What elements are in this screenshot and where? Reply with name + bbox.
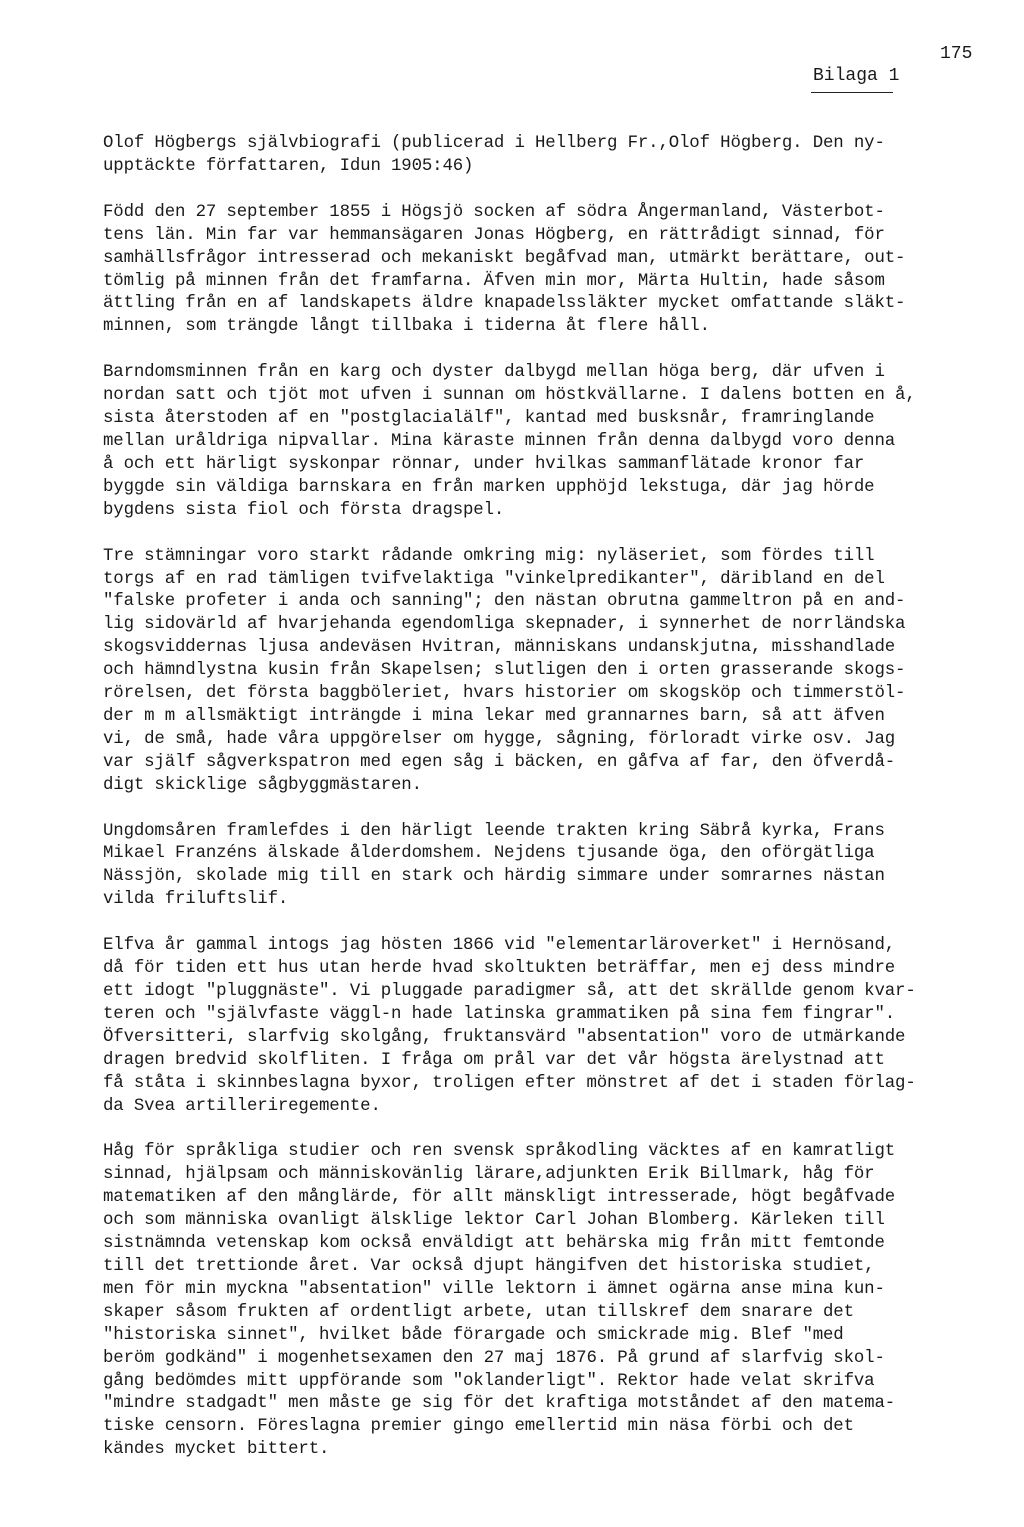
text-line: minnen, som trängde långt tillbaka i tiderna åt flere håll. <box>103 317 710 337</box>
body-text <box>103 133 983 1485</box>
text-line: kändes mycket bittert. <box>103 1440 330 1460</box>
paragraph <box>103 202 983 339</box>
paragraph <box>103 133 983 179</box>
text-line: tens län. Min far var hemmansägaren Jonas Högberg, en rättrådigt sinnad, för <box>103 225 885 245</box>
paragraph <box>103 935 983 1118</box>
text-line: der m m allsmäktigt inträngde i mina lekar med grannarnes barn, så att äfven <box>103 706 885 726</box>
text-line: "falske profeter i anda och sanning"; den nästan obrutna gammeltron på en and- <box>103 592 906 612</box>
text-line: Öfversitteri, slarfvig skolgång, fruktansvärd "absentation" voro de utmärkande <box>103 1027 906 1047</box>
text-line: bygdens sista fiol och första dragspel. <box>103 500 505 520</box>
text-line: digt skicklige sågbyggmästaren. <box>103 775 422 795</box>
text-line: sista återstoden af en "postglacialälf", kantad med busksnår, framringlande <box>103 409 875 429</box>
text-line: ättling från en af landskapets äldre knapadelssläkter mycket omfattande släkt- <box>103 294 906 314</box>
text-line: Tre stämningar voro starkt rådande omkring mig: nyläseriet, som fördes till <box>103 546 875 566</box>
text-line: Barndomsminnen från en karg och dyster dalbygd mellan höga berg, där ufven i <box>103 363 885 383</box>
text-line: upptäckte författaren, Idun 1905:46) <box>103 156 474 176</box>
text-line: tömlig på minnen från det framfarna. Äfven min mor, Märta Hultin, hade såsom <box>103 271 885 291</box>
text-line: men för min myckna "absentation" ville lektorn i ämnet ogärna anse mina kun- <box>103 1279 885 1299</box>
text-line: var själf sågverkspatron med egen såg i bäcken, en gåfva af far, den öfverdå- <box>103 752 896 772</box>
text-line: då för tiden ett hus utan herde hvad skoltukten beträffar, men ej dess mindre <box>103 959 896 979</box>
text-line: vilda friluftslif. <box>103 890 289 910</box>
text-line: rörelsen, det första baggböleriet, hvars historier om skogsköp och timmerstöl- <box>103 684 906 704</box>
text-line: samhällsfrågor intresserad och mekaniskt begåfvad man, utmärkt berättare, out- <box>103 248 906 268</box>
text-line: och hämndlystna kusin från Skapelsen; slutligen den i orten grasserande skogs- <box>103 661 906 681</box>
text-line: sinnad, hjälpsam och människovänlig lärare,adjunkten Erik Billmark, håg för <box>103 1165 875 1185</box>
text-line: gång bedömdes mitt uppförande som "oklanderligt". Rektor hade velat skrifva <box>103 1371 875 1391</box>
text-line: teren och "självfaste väggl-n hade latinska grammatiken på sina fem fingrar". <box>103 1004 896 1024</box>
text-line: skaper såsom frukten af ordentligt arbete, utan tillskref dem snarare det <box>103 1302 854 1322</box>
text-line: mellan uråldriga nipvallar. Mina käraste minnen från denna dalbygd voro denna <box>103 431 896 451</box>
text-line: å och ett härligt syskonpar rönnar, under hvilkas sammanflätade kronor far <box>103 454 865 474</box>
text-line: Olof Högbergs självbiografi (publicerad i Hellberg Fr.,Olof Högberg. Den ny- <box>103 134 885 153</box>
text-line: till det trettionde året. Var också djupt hängifven det historiska studiet, <box>103 1256 875 1276</box>
paragraph <box>103 362 983 522</box>
text-line: tiske censorn. Föreslagna premier gingo emellertid min näsa förbi och det <box>103 1417 854 1437</box>
text-line: Ungdomsåren framlefdes i den härligt leende trakten kring Säbrå kyrka, Frans <box>103 821 885 841</box>
text-line: nordan satt och tjöt mot ufven i sunnan om höstkvällarne. I dalens botten en å, <box>103 386 916 406</box>
text-line: Född den 27 september 1855 i Högsjö socken af södra Ångermanland, Västerbot- <box>103 202 885 222</box>
text-line: dragen bredvid skolfliten. I fråga om prål var det vår högsta ärelystnad att <box>103 1050 885 1070</box>
text-line: Håg för språkliga studier och ren svensk språkodling väcktes af en kamratligt <box>103 1142 896 1162</box>
paragraph <box>103 1141 983 1462</box>
appendix-label: Bilaga 1 <box>813 66 900 86</box>
text-line: torgs af en rad tämligen tvifvelaktiga "vinkelpredikanter", däribland en del <box>103 569 885 589</box>
text-line: byggde sin väldiga barnskara en från marken upphöjd lekstuga, där jag hörde <box>103 477 875 497</box>
text-line: sistnämnda vetenskap kom också enväldigt att behärska mig från mitt femtonde <box>103 1234 885 1254</box>
text-line: "historiska sinnet", hvilket både förargade och smickrade mig. Blef "med <box>103 1325 844 1345</box>
page-number: 175 <box>940 44 973 64</box>
text-line: beröm godkänd" i mogenhetsexamen den 27 maj 1876. På grund af slarfvig skol- <box>103 1348 885 1368</box>
appendix-underline <box>811 92 893 93</box>
text-line: skogsviddernas ljusa andeväsen Hvitran, människans undanskjutna, misshandlade <box>103 638 896 658</box>
text-line: ett idogt "pluggnäste". Vi pluggade paradigmer så, att det skrällde genom kvar- <box>103 982 916 1001</box>
text-line: vi, de små, hade våra uppgörelser om hygge, sågning, förloradt virke osv. Jag <box>103 729 896 749</box>
text-line: Elfva år gammal intogs jag hösten 1866 vid "elementarläroverket" i Hernösand, <box>103 936 896 956</box>
paragraph <box>103 821 983 913</box>
text-line: Nässjön, skolade mig till en stark och härdig simmare under somrarnes nästan <box>103 867 885 887</box>
text-line: få ståta i skinnbeslagna byxor, troligen efter mönstret af det i staden förlag- <box>103 1073 916 1093</box>
text-line: Mikael Franzéns älskade ålderdomshem. Nejdens tjusande öga, den oförgätliga <box>103 844 875 864</box>
text-line: matematiken af den månglärde, för allt mänskligt intresserade, högt begåfvade <box>103 1188 896 1208</box>
paragraph <box>103 546 983 798</box>
text-line: "mindre stadgadt" men måste ge sig för det kraftiga motståndet af den matema- <box>103 1394 896 1414</box>
text-line: da Svea artilleriregemente. <box>103 1096 381 1116</box>
text-line: lig sidovärld af hvarjehanda egendomliga skepnader, i synnerhet de norrländska <box>103 615 906 635</box>
text-line: och som människa ovanligt älsklige lektor Carl Johan Blomberg. Kärleken till <box>103 1211 885 1231</box>
